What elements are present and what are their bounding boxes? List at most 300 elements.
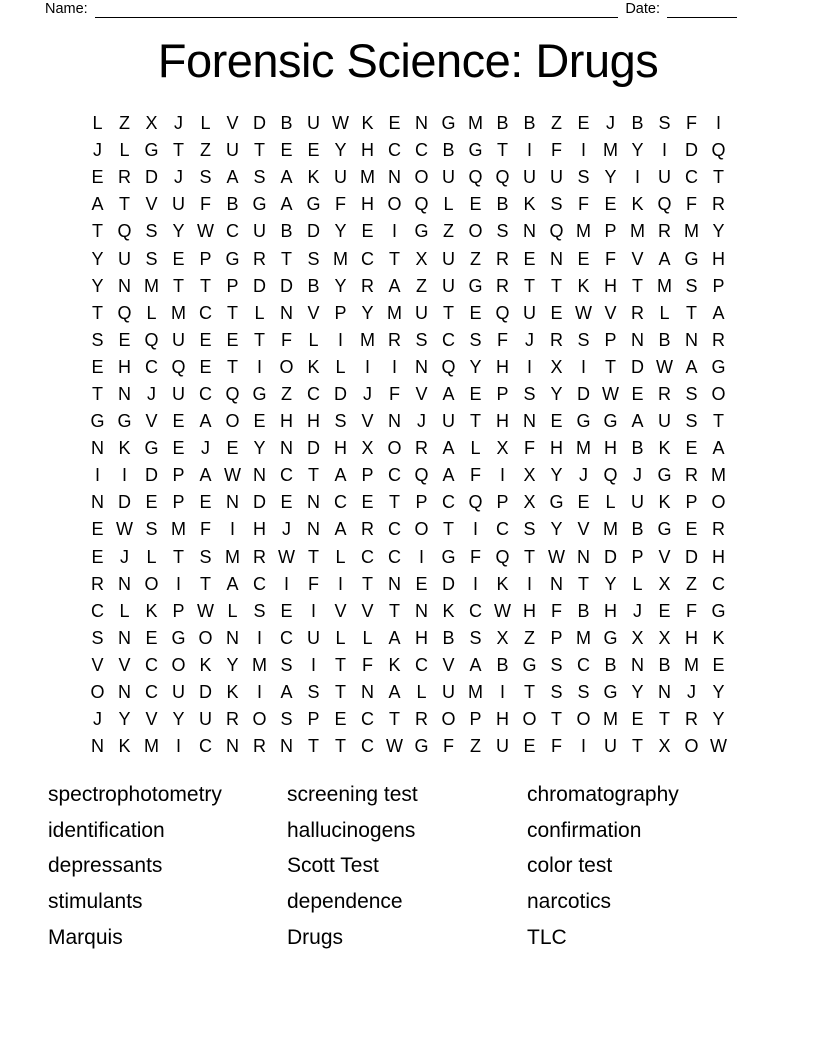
grid-letter: T bbox=[524, 546, 535, 567]
grid-letter: Z bbox=[119, 113, 130, 134]
grid-letter: D bbox=[685, 140, 698, 161]
grid-letter: R bbox=[496, 248, 509, 269]
grid-letter: I bbox=[526, 356, 532, 377]
grid-letter: E bbox=[118, 329, 131, 350]
grid-letter: N bbox=[631, 329, 644, 350]
grid-letter: L bbox=[92, 113, 103, 134]
grid-letter: S bbox=[91, 627, 104, 648]
grid-letter: T bbox=[605, 356, 616, 377]
grid-letter: K bbox=[118, 438, 131, 459]
grid-letter: J bbox=[174, 113, 183, 134]
grid-letter: T bbox=[389, 492, 400, 513]
grid-letter: B bbox=[496, 654, 509, 675]
grid-letter: P bbox=[172, 600, 185, 621]
grid-letter: S bbox=[523, 383, 536, 404]
grid-letter: I bbox=[472, 519, 478, 540]
grid-letter: Y bbox=[253, 438, 266, 459]
grid-letter: E bbox=[469, 194, 482, 215]
grid-letter: P bbox=[685, 492, 698, 513]
grid-letter: R bbox=[253, 736, 266, 757]
grid-letter: A bbox=[442, 438, 455, 459]
grid-letter: C bbox=[361, 248, 374, 269]
grid-letter: Z bbox=[416, 275, 427, 296]
grid-letter: S bbox=[577, 682, 590, 703]
grid-letter: G bbox=[657, 465, 672, 486]
grid-letter: X bbox=[496, 438, 509, 459]
grid-letter: U bbox=[658, 411, 671, 432]
grid-letter: R bbox=[712, 519, 725, 540]
word-list-item: Drugs bbox=[287, 925, 344, 949]
grid-letter: N bbox=[226, 492, 239, 513]
grid-letter: S bbox=[577, 167, 590, 188]
grid-letter: Y bbox=[550, 465, 563, 486]
grid-letter: E bbox=[226, 438, 239, 459]
grid-letter: S bbox=[145, 519, 158, 540]
grid-letter: R bbox=[226, 709, 239, 730]
grid-letter: S bbox=[469, 627, 482, 648]
grid-letter: Q bbox=[657, 194, 672, 215]
grid-letter: C bbox=[145, 654, 158, 675]
grid-letter: C bbox=[280, 627, 293, 648]
grid-letter: U bbox=[550, 167, 563, 188]
grid-letter: C bbox=[145, 356, 158, 377]
word-list-item: color test bbox=[527, 854, 613, 878]
grid-letter: X bbox=[145, 113, 158, 134]
grid-letter: E bbox=[280, 492, 293, 513]
grid-letter: Y bbox=[334, 140, 347, 161]
grid-letter: S bbox=[145, 248, 158, 269]
grid-letter: X bbox=[631, 627, 644, 648]
grid-letter: Q bbox=[144, 329, 159, 350]
grid-letter: O bbox=[468, 221, 483, 242]
grid-letter: E bbox=[658, 600, 671, 621]
grid-letter: S bbox=[253, 167, 266, 188]
grid-letter: Z bbox=[200, 140, 211, 161]
grid-letter: N bbox=[415, 113, 428, 134]
grid-letter: P bbox=[361, 465, 374, 486]
grid-letter: J bbox=[417, 411, 426, 432]
grid-letter: U bbox=[523, 302, 536, 323]
grid-letter: E bbox=[550, 302, 563, 323]
grid-letter: W bbox=[494, 600, 511, 621]
grid-letter: O bbox=[576, 709, 591, 730]
grid-letter: F bbox=[551, 736, 562, 757]
grid-letter: P bbox=[415, 492, 428, 513]
grid-letter: F bbox=[551, 600, 562, 621]
grid-letter: W bbox=[656, 356, 673, 377]
grid-letter: T bbox=[92, 302, 103, 323]
grid-letter: N bbox=[523, 221, 536, 242]
word-list-item: stimulants bbox=[48, 889, 143, 913]
grid-letter: D bbox=[199, 682, 212, 703]
grid-letter: V bbox=[631, 248, 644, 269]
grid-letter: I bbox=[526, 140, 532, 161]
grid-letter: D bbox=[307, 438, 320, 459]
grid-letter: B bbox=[442, 627, 455, 648]
grid-letter: L bbox=[443, 194, 454, 215]
grid-letter: O bbox=[414, 519, 429, 540]
grid-letter: V bbox=[361, 600, 374, 621]
grid-letter: R bbox=[658, 383, 671, 404]
grid-letter: V bbox=[145, 709, 158, 730]
grid-letter: F bbox=[389, 383, 400, 404]
grid-letter: W bbox=[575, 302, 592, 323]
grid-letter: J bbox=[633, 600, 642, 621]
grid-letter: B bbox=[523, 113, 536, 134]
grid-letter: I bbox=[310, 600, 316, 621]
grid-letter: F bbox=[335, 194, 346, 215]
grid-letter: H bbox=[496, 356, 509, 377]
grid-letter: M bbox=[171, 302, 186, 323]
grid-letter: Y bbox=[226, 654, 239, 675]
grid-letter: S bbox=[550, 194, 563, 215]
worksheet-header bbox=[45, 2, 737, 18]
grid-letter: R bbox=[91, 573, 104, 594]
grid-letter: B bbox=[280, 113, 293, 134]
word-list-item: hallucinogens bbox=[287, 818, 416, 842]
grid-letter: I bbox=[94, 465, 100, 486]
grid-letter: P bbox=[334, 302, 347, 323]
grid-letter: E bbox=[91, 167, 104, 188]
grid-letter: S bbox=[658, 113, 671, 134]
grid-letter: T bbox=[524, 682, 535, 703]
grid-letter: A bbox=[631, 411, 644, 432]
grid-letter: T bbox=[470, 411, 481, 432]
grid-letter: N bbox=[118, 627, 131, 648]
grid-letter: U bbox=[172, 383, 185, 404]
grid-letter: E bbox=[469, 302, 482, 323]
date-blank-line bbox=[667, 2, 737, 18]
grid-letter: I bbox=[499, 465, 505, 486]
word-list-item: dependence bbox=[287, 889, 403, 913]
grid-letter: U bbox=[658, 167, 671, 188]
grid-letter: V bbox=[577, 519, 590, 540]
grid-letter: F bbox=[686, 600, 697, 621]
grid-letter: Z bbox=[281, 383, 292, 404]
grid-letter: V bbox=[307, 302, 320, 323]
grid-letter: A bbox=[91, 194, 104, 215]
grid-letter: C bbox=[388, 546, 401, 567]
word-list bbox=[48, 777, 776, 955]
grid-letter: G bbox=[522, 654, 537, 675]
grid-letter: Y bbox=[334, 221, 347, 242]
grid-letter: N bbox=[280, 736, 293, 757]
grid-letter: Y bbox=[604, 167, 617, 188]
grid-letter: J bbox=[525, 329, 534, 350]
grid-letter: B bbox=[631, 438, 644, 459]
grid-letter: N bbox=[307, 519, 320, 540]
grid-letter: R bbox=[415, 709, 428, 730]
grid-letter: J bbox=[147, 383, 156, 404]
grid-letter: H bbox=[712, 546, 725, 567]
grid-letter: T bbox=[551, 275, 562, 296]
grid-letter: A bbox=[280, 194, 293, 215]
grid-letter: P bbox=[172, 492, 185, 513]
grid-letter: J bbox=[579, 465, 588, 486]
grid-letter: N bbox=[91, 492, 104, 513]
grid-letter: S bbox=[550, 682, 563, 703]
grid-letter: Q bbox=[441, 356, 456, 377]
grid-letter: D bbox=[604, 546, 617, 567]
grid-letter: M bbox=[144, 736, 159, 757]
grid-letter: H bbox=[307, 411, 320, 432]
grid-letter: F bbox=[497, 329, 508, 350]
grid-letter: Y bbox=[172, 709, 185, 730]
grid-letter: Q bbox=[603, 465, 618, 486]
grid-letter: B bbox=[280, 221, 293, 242]
grid-letter: C bbox=[388, 519, 401, 540]
grid-letter: E bbox=[685, 438, 698, 459]
grid-letter: O bbox=[387, 438, 402, 459]
grid-letter: T bbox=[173, 140, 184, 161]
name-label: Name: bbox=[45, 1, 88, 18]
grid-letter: L bbox=[227, 600, 238, 621]
grid-letter: L bbox=[308, 329, 319, 350]
grid-letter: S bbox=[469, 329, 482, 350]
grid-letter: T bbox=[173, 546, 184, 567]
grid-letter: B bbox=[442, 140, 455, 161]
grid-letter: C bbox=[712, 573, 725, 594]
grid-letter: T bbox=[713, 167, 724, 188]
grid-letter: L bbox=[362, 627, 373, 648]
grid-letter: T bbox=[335, 654, 346, 675]
grid-letter: T bbox=[578, 573, 589, 594]
grid-letter: G bbox=[684, 248, 699, 269]
grid-letter: N bbox=[91, 438, 104, 459]
grid-letter: U bbox=[442, 411, 455, 432]
grid-letter: Y bbox=[550, 519, 563, 540]
grid-letter: A bbox=[712, 438, 725, 459]
word-search-grid bbox=[84, 110, 732, 760]
grid-letter: I bbox=[310, 654, 316, 675]
grid-letter: D bbox=[631, 356, 644, 377]
grid-letter: H bbox=[604, 438, 617, 459]
grid-letter: J bbox=[93, 140, 102, 161]
grid-letter: R bbox=[388, 329, 401, 350]
grid-letter: U bbox=[253, 221, 266, 242]
grid-letter: T bbox=[254, 140, 265, 161]
grid-letter: X bbox=[523, 492, 536, 513]
grid-letter: C bbox=[388, 140, 401, 161]
grid-letter: T bbox=[362, 573, 373, 594]
grid-letter: C bbox=[415, 140, 428, 161]
grid-letter: C bbox=[577, 654, 590, 675]
grid-letter: J bbox=[93, 709, 102, 730]
grid-letter: G bbox=[414, 221, 429, 242]
grid-letter: P bbox=[712, 275, 725, 296]
grid-letter: I bbox=[580, 356, 586, 377]
grid-letter: W bbox=[224, 465, 241, 486]
grid-letter: T bbox=[227, 302, 238, 323]
grid-letter: I bbox=[121, 465, 127, 486]
grid-letter: N bbox=[118, 573, 131, 594]
grid-letter: U bbox=[523, 167, 536, 188]
grid-letter: N bbox=[91, 736, 104, 757]
grid-letter: F bbox=[551, 140, 562, 161]
grid-letter: K bbox=[631, 194, 644, 215]
grid-letter: N bbox=[415, 356, 428, 377]
grid-letter: G bbox=[252, 383, 267, 404]
grid-letter: F bbox=[470, 546, 481, 567]
grid-letter: J bbox=[633, 465, 642, 486]
grid-letter: T bbox=[389, 709, 400, 730]
grid-letter: A bbox=[226, 573, 239, 594]
grid-letter: P bbox=[604, 329, 617, 350]
grid-letter: L bbox=[335, 546, 346, 567]
grid-letter: R bbox=[712, 194, 725, 215]
grid-letter: G bbox=[603, 627, 618, 648]
grid-letter: H bbox=[415, 627, 428, 648]
grid-letter: C bbox=[199, 383, 212, 404]
grid-letter: R bbox=[631, 302, 644, 323]
grid-letter: X bbox=[658, 627, 671, 648]
grid-letter: I bbox=[418, 546, 424, 567]
grid-letter: F bbox=[308, 573, 319, 594]
grid-letter: E bbox=[226, 329, 239, 350]
worksheet-title: Forensic Science: Drugs bbox=[157, 34, 659, 87]
grid-letter: R bbox=[658, 221, 671, 242]
grid-letter: S bbox=[199, 167, 212, 188]
grid-letter: R bbox=[550, 329, 563, 350]
grid-letter: Y bbox=[334, 275, 347, 296]
grid-letter: S bbox=[523, 519, 536, 540]
grid-letter: I bbox=[499, 682, 505, 703]
grid-letter: M bbox=[468, 113, 483, 134]
grid-letter: A bbox=[685, 356, 698, 377]
grid-letter: F bbox=[686, 113, 697, 134]
grid-letter: Y bbox=[469, 356, 482, 377]
grid-letter: Q bbox=[414, 465, 429, 486]
grid-letter: M bbox=[684, 221, 699, 242]
grid-letter: I bbox=[175, 736, 181, 757]
grid-letter: Q bbox=[711, 140, 726, 161]
grid-letter: H bbox=[685, 627, 698, 648]
grid-letter: S bbox=[577, 329, 590, 350]
grid-letter: L bbox=[200, 113, 211, 134]
grid-letter: U bbox=[442, 167, 455, 188]
grid-letter: A bbox=[280, 682, 293, 703]
grid-letter: T bbox=[389, 600, 400, 621]
grid-letter: H bbox=[523, 600, 536, 621]
grid-letter: G bbox=[252, 194, 267, 215]
grid-letter: K bbox=[496, 573, 509, 594]
grid-letter: P bbox=[307, 709, 320, 730]
grid-letter: E bbox=[361, 221, 374, 242]
grid-letter: A bbox=[226, 167, 239, 188]
grid-letter: A bbox=[199, 411, 212, 432]
grid-letter: T bbox=[308, 465, 319, 486]
grid-letter: L bbox=[146, 302, 157, 323]
grid-letter: H bbox=[118, 356, 131, 377]
grid-letter: I bbox=[229, 519, 235, 540]
grid-letter: L bbox=[119, 600, 130, 621]
grid-letter: I bbox=[364, 356, 370, 377]
grid-letter: X bbox=[550, 356, 563, 377]
grid-letter: J bbox=[120, 546, 129, 567]
grid-letter: C bbox=[145, 682, 158, 703]
grid-letter: M bbox=[603, 709, 618, 730]
grid-letter: G bbox=[603, 682, 618, 703]
grid-letter: C bbox=[361, 546, 374, 567]
grid-letter: E bbox=[388, 113, 401, 134]
grid-letter: N bbox=[577, 546, 590, 567]
grid-letter: Y bbox=[91, 275, 104, 296]
grid-letter: R bbox=[253, 546, 266, 567]
grid-letter: E bbox=[604, 194, 617, 215]
grid-letter: T bbox=[173, 275, 184, 296]
grid-letter: T bbox=[227, 356, 238, 377]
grid-letter: H bbox=[604, 275, 617, 296]
grid-letter: G bbox=[711, 600, 726, 621]
grid-letter: M bbox=[252, 654, 267, 675]
grid-letter: T bbox=[524, 275, 535, 296]
grid-letter: G bbox=[171, 627, 186, 648]
grid-letter: K bbox=[118, 736, 131, 757]
grid-letter: I bbox=[580, 140, 586, 161]
grid-letter: F bbox=[281, 329, 292, 350]
grid-letter: U bbox=[118, 248, 131, 269]
grid-letter: H bbox=[496, 411, 509, 432]
grid-letter: N bbox=[118, 383, 131, 404]
grid-letter: Q bbox=[225, 383, 240, 404]
grid-letter: K bbox=[442, 600, 455, 621]
grid-letter: P bbox=[226, 275, 239, 296]
grid-letter: O bbox=[225, 411, 240, 432]
grid-letter: S bbox=[415, 329, 428, 350]
grid-letter: G bbox=[144, 438, 159, 459]
grid-letter: M bbox=[171, 519, 186, 540]
grid-letter: A bbox=[469, 654, 482, 675]
grid-letter: A bbox=[388, 682, 401, 703]
grid-letter: T bbox=[92, 383, 103, 404]
grid-letter: S bbox=[145, 221, 158, 242]
grid-letter: O bbox=[684, 736, 699, 757]
grid-letter: V bbox=[442, 654, 455, 675]
word-list-item: chromatography bbox=[527, 782, 679, 806]
grid-letter: T bbox=[254, 329, 265, 350]
grid-letter: P bbox=[604, 221, 617, 242]
grid-letter: T bbox=[443, 519, 454, 540]
grid-letter: C bbox=[469, 600, 482, 621]
grid-letter: M bbox=[603, 140, 618, 161]
grid-letter: T bbox=[713, 411, 724, 432]
grid-letter: K bbox=[523, 194, 536, 215]
grid-letter: X bbox=[361, 438, 374, 459]
grid-letter: E bbox=[145, 492, 158, 513]
grid-letter: Y bbox=[91, 248, 104, 269]
grid-letter: C bbox=[199, 736, 212, 757]
grid-letter: Q bbox=[171, 356, 186, 377]
grid-letter: D bbox=[334, 383, 347, 404]
grid-letter: N bbox=[118, 275, 131, 296]
grid-letter: C bbox=[199, 302, 212, 323]
grid-letter: N bbox=[631, 654, 644, 675]
grid-letter: J bbox=[687, 682, 696, 703]
grid-letter: O bbox=[90, 682, 105, 703]
grid-letter: C bbox=[334, 492, 347, 513]
grid-letter: E bbox=[577, 248, 590, 269]
grid-letter: G bbox=[468, 275, 483, 296]
grid-letter: E bbox=[712, 654, 725, 675]
grid-letter: A bbox=[442, 465, 455, 486]
grid-letter: G bbox=[306, 194, 321, 215]
grid-letter: B bbox=[496, 113, 509, 134]
grid-letter: W bbox=[710, 736, 727, 757]
grid-letter: E bbox=[550, 411, 563, 432]
grid-letter: B bbox=[631, 113, 644, 134]
grid-letter: Z bbox=[551, 113, 562, 134]
grid-letter: A bbox=[712, 302, 725, 323]
